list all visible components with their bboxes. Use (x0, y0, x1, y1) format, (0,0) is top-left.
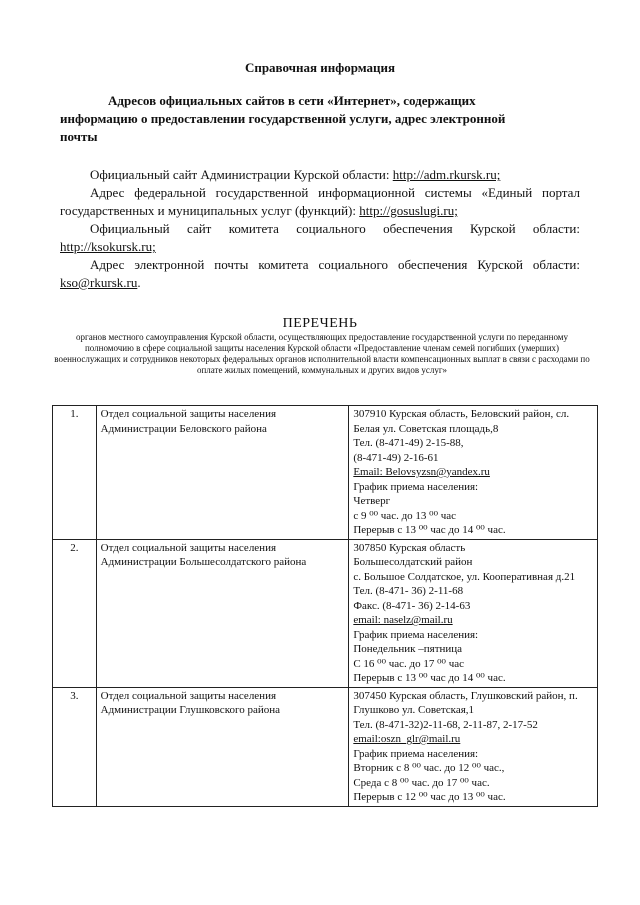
office-contact-line: График приема населения: (353, 628, 479, 641)
office-number: 1. (53, 406, 97, 540)
info-committee-email-label: Адрес электронной почты комитета социального обеспечения Курской области: (90, 257, 580, 272)
office-contact-line: 307910 Курская область, Беловский район, сл. Белая ул. Советская площадь,8 (353, 408, 570, 435)
subheading-line-3: почты (60, 129, 98, 144)
office-email[interactable]: Email: Belovsyzsn@yandex.ru (353, 466, 490, 478)
offices-table (52, 405, 598, 807)
office-contact-line: Вторник с 8 ⁰⁰ час. до 12 ⁰⁰ час., (353, 762, 505, 774)
office-contact-line: Тел. (8-471- 36) 2-11-68 (353, 585, 464, 597)
office-contact-line: График приема населения: (353, 747, 479, 760)
office-contacts (349, 687, 598, 806)
office-contact-line: с 9 ⁰⁰ час. до 13 ⁰⁰ час (353, 509, 457, 522)
admin-site-link[interactable]: http://adm.rkursk.ru; (392, 167, 501, 182)
document-title: Справочная информация (244, 60, 396, 75)
gosuslugi-link[interactable]: http://gosuslugi.ru; (359, 203, 458, 218)
info-admin-site (60, 166, 580, 184)
info-gosuslugi (60, 184, 580, 220)
info-committee-site-label: Официальный сайт комитета социального обеспечения Курской области: (90, 221, 580, 236)
list-heading: ПЕРЕЧЕНЬ (282, 316, 358, 331)
subheading-line-1: Адресов официальных сайтов в сети «Интернет», содержащих (108, 93, 476, 108)
info-gosuslugi-label: Адрес федеральной государственной информационной системы «Единый портал государственных и муниципальных услуг (функций): (60, 185, 580, 218)
office-email[interactable]: email: naselz@mail.ru (353, 614, 453, 626)
office-contact-line: Большесолдатский район (353, 556, 473, 568)
subheading-line-2: информацию о предоставлении государственной услуги, адрес электронной (60, 111, 506, 126)
office-contact-line: Факс. (8-471- 36) 2-14-63 (353, 599, 471, 612)
committee-email-link[interactable]: kso@rkursk.ru (60, 275, 138, 290)
office-contacts (349, 406, 598, 540)
office-contact-line: Перерыв с 13 ⁰⁰ час до 14 ⁰⁰ час. (353, 524, 506, 536)
info-committee-email (60, 256, 580, 292)
office-contact-line: Понедельник –пятница (353, 643, 463, 655)
office-name: Отдел социальной защиты населения Администрации Беловского района (96, 406, 349, 540)
subheading (60, 92, 580, 146)
office-contact-line: С 16 ⁰⁰ час. до 17 ⁰⁰ час (353, 657, 464, 670)
info-admin-site-label: Официальный сайт Администрации Курской области: (90, 167, 393, 182)
office-contact-line: График приема населения: (353, 480, 479, 493)
info-block (60, 166, 580, 292)
office-contact-line: Четверг (353, 495, 391, 507)
office-contact-line: Перерыв с 12 ⁰⁰ час до 13 ⁰⁰ час. (353, 791, 506, 803)
offices-table-body (53, 406, 598, 807)
office-contact-line: 307450 Курская область, Глушковский район, п. Глушково ул. Советская,1 (353, 689, 578, 716)
office-contacts (349, 539, 598, 687)
list-description: органов местного самоуправления Курской области, осуществляющих предоставление государственной услуги по переданному полномочию в сфере социальной защиты населения Курской области «Предоставление членам семей погибших (умерших) военнослужащих и сотрудников некоторых федеральных органов исполнительной власти компенсационных выплат в связи с расходами по оплате жилых помещений, коммунальных и других видов услуг» (54, 332, 590, 375)
info-committee-site (60, 220, 580, 256)
table-row (53, 406, 598, 540)
info-email-period: . (137, 275, 141, 290)
office-name: Отдел социальной защиты населения Администрации Глушковского района (96, 687, 349, 806)
office-contact-line: Тел. (8-471-49) 2-15-88, (353, 437, 464, 449)
office-number: 2. (53, 539, 97, 687)
table-row (53, 687, 598, 806)
office-contact-line: Тел. (8-471-32)2-11-68, 2-11-87, 2-17-52 (353, 718, 538, 731)
office-name: Отдел социальной защиты населения Администрации Большесолдатского района (96, 539, 349, 687)
table-row (53, 539, 598, 687)
committee-site-link[interactable]: http://ksokursk.ru; (60, 239, 156, 254)
office-contact-line: (8-471-49) 2-16-61 (353, 451, 439, 464)
office-email[interactable]: email:oszn_glr@mail.ru (353, 733, 461, 745)
office-contact-line: Перерыв с 13 ⁰⁰ час до 14 ⁰⁰ час. (353, 672, 506, 684)
office-contact-line: Среда с 8 ⁰⁰ час. до 17 ⁰⁰ час. (353, 776, 490, 789)
office-contact-line: 307850 Курская область (353, 541, 466, 554)
office-number: 3. (53, 687, 97, 806)
office-contact-line: с. Большое Солдатское, ул. Кооперативная д.21 (353, 570, 576, 583)
